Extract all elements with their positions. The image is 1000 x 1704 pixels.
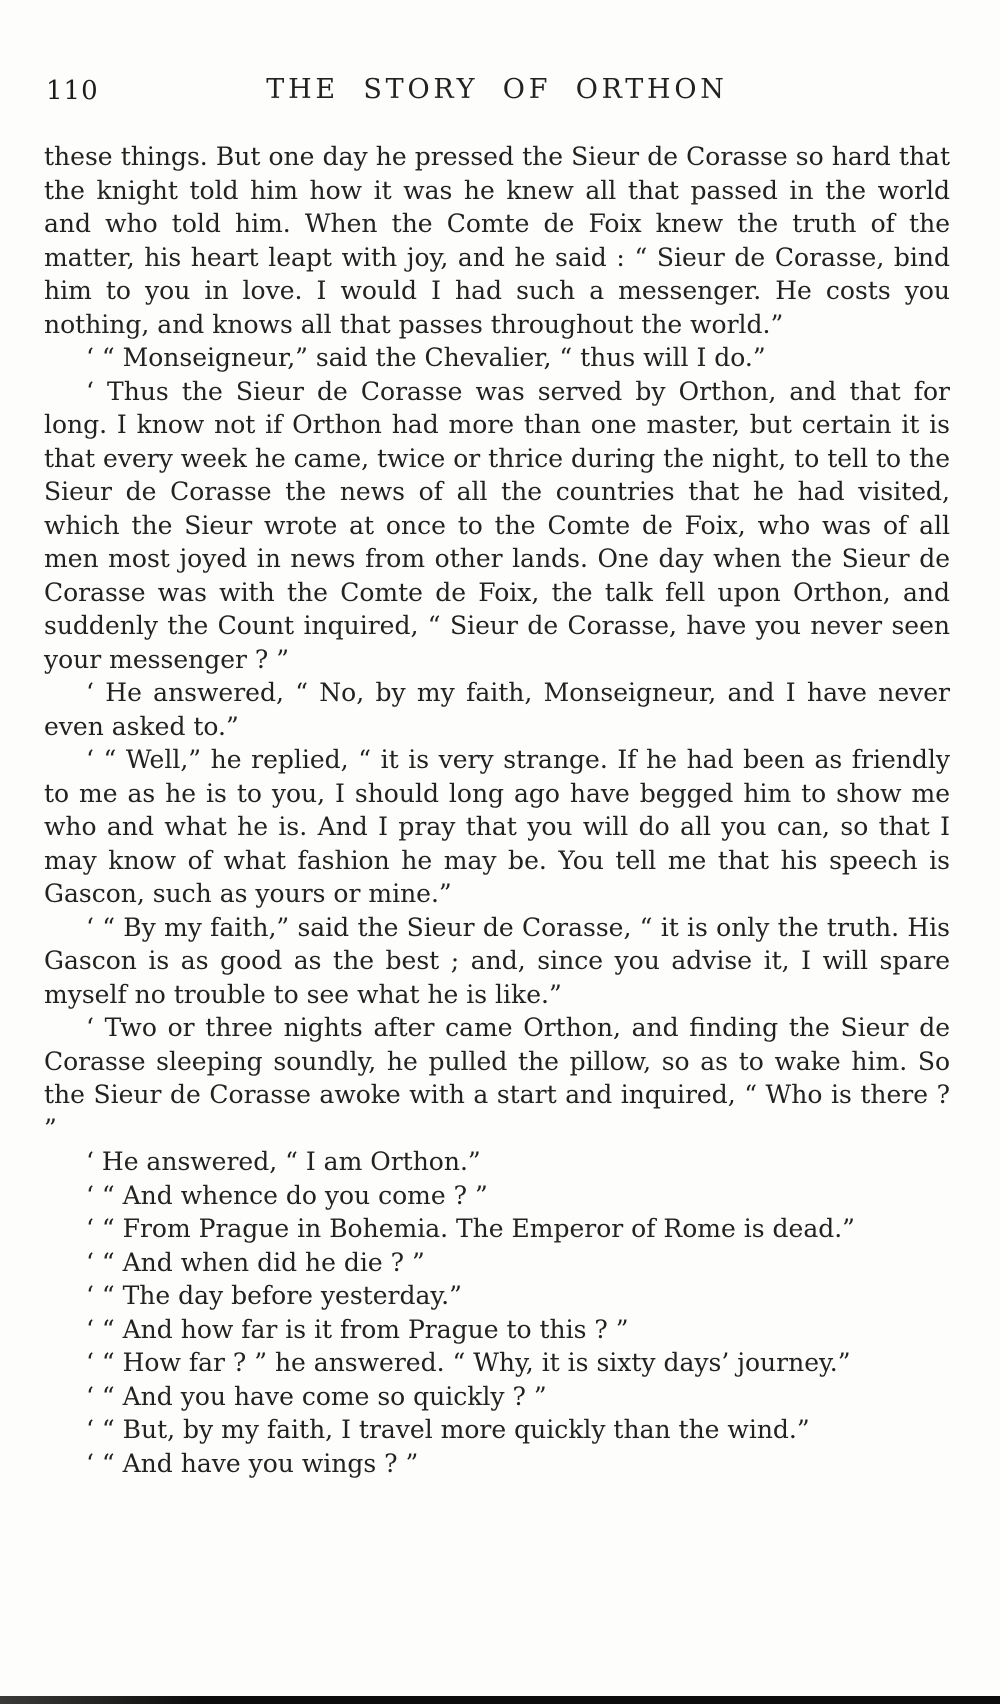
- paragraph: ‘ He answered, “ No, by my faith, Monseigneur, and I have never even asked to.”: [44, 678, 950, 741]
- paragraph: ‘ “ From Prague in Bohemia. The Emperor of Rome is dead.”: [86, 1214, 855, 1243]
- paragraph: ‘ “ And whence do you come ? ”: [86, 1180, 488, 1210]
- paragraph: these things. But one day he pressed the Sieur de Corasse so hard that the knight told him how it was he knew all that passed in the world and who told him. When the Comte de Foix knew the truth of the matter, his heart leapt with joy, and he said : “ Sieur de Corasse, bind him to you in love. I would I had such a messenger. He costs you nothing, and knows all that passes throughout the world.”: [44, 142, 950, 339]
- paragraph: ‘ “ Well,” he replied, “ it is very strange. If he had been as friendly to me as he is to you, I should long ago have begged him to show me who and what he is. And I pray that you will do all you can, so that I may know of what fashion he may be. You tell me that his speech is Gascon, such as yours or mine.”: [44, 745, 950, 908]
- page-title: THE STORY OF ORTHON: [266, 74, 728, 105]
- page-number: 110: [46, 76, 99, 106]
- running-head: [44, 72, 950, 114]
- paragraph: ‘ Thus the Sieur de Corasse was served by Orthon, and that for long. I know not if Orthon had more than one master, but certain it is that every week he came, twice or thrice during the night, to tell to the Sieur de Corasse the news of all the countries that he had visited, which the Sieur wrote at once to the Comte de Foix, who was of all men most joyed in news from other lands. One day when the Sieur de Corasse was with the Comte de Foix, the talk fell upon Orthon, and suddenly the Count inquired, “ Sieur de Corasse, have you never seen your messenger ? ”: [44, 376, 950, 674]
- paragraph: ‘ “ Monseigneur,” said the Chevalier, “ thus will I do.”: [86, 343, 766, 372]
- scan-edge: [0, 1696, 1000, 1704]
- paragraph: ‘ “ And when did he die ? ”: [86, 1247, 425, 1277]
- page-body: [44, 140, 950, 1480]
- paragraph: ‘ “ The day before yesterday.”: [86, 1281, 462, 1310]
- paragraph: ‘ “ And you have come so quickly ? ”: [86, 1381, 547, 1411]
- paragraph: ‘ “ By my faith,” said the Sieur de Corasse, “ it is only the truth. His Gascon is as good as the best ; and, since you advise it, I will spare myself no trouble to see what he is like.”: [44, 912, 950, 1009]
- paragraph: ‘ “ And have you wings ? ”: [86, 1448, 419, 1478]
- paragraph: ‘ “ But, by my faith, I travel more quickly than the wind.”: [86, 1415, 810, 1444]
- paragraph: ‘ “ And how far is it from Prague to this ? ”: [86, 1314, 629, 1344]
- paragraph: ‘ Two or three nights after came Orthon, and finding the Sieur de Corasse sleeping soundly, he pulled the pillow, so as to wake him. So the Sieur de Corasse awoke with a start and inquired, “ Who is there ? ”: [44, 1013, 950, 1143]
- paragraph: ‘ “ How far ? ” he answered. “ Why, it is sixty days’ journey.”: [86, 1348, 851, 1377]
- paragraph: ‘ He answered, “ I am Orthon.”: [86, 1147, 481, 1176]
